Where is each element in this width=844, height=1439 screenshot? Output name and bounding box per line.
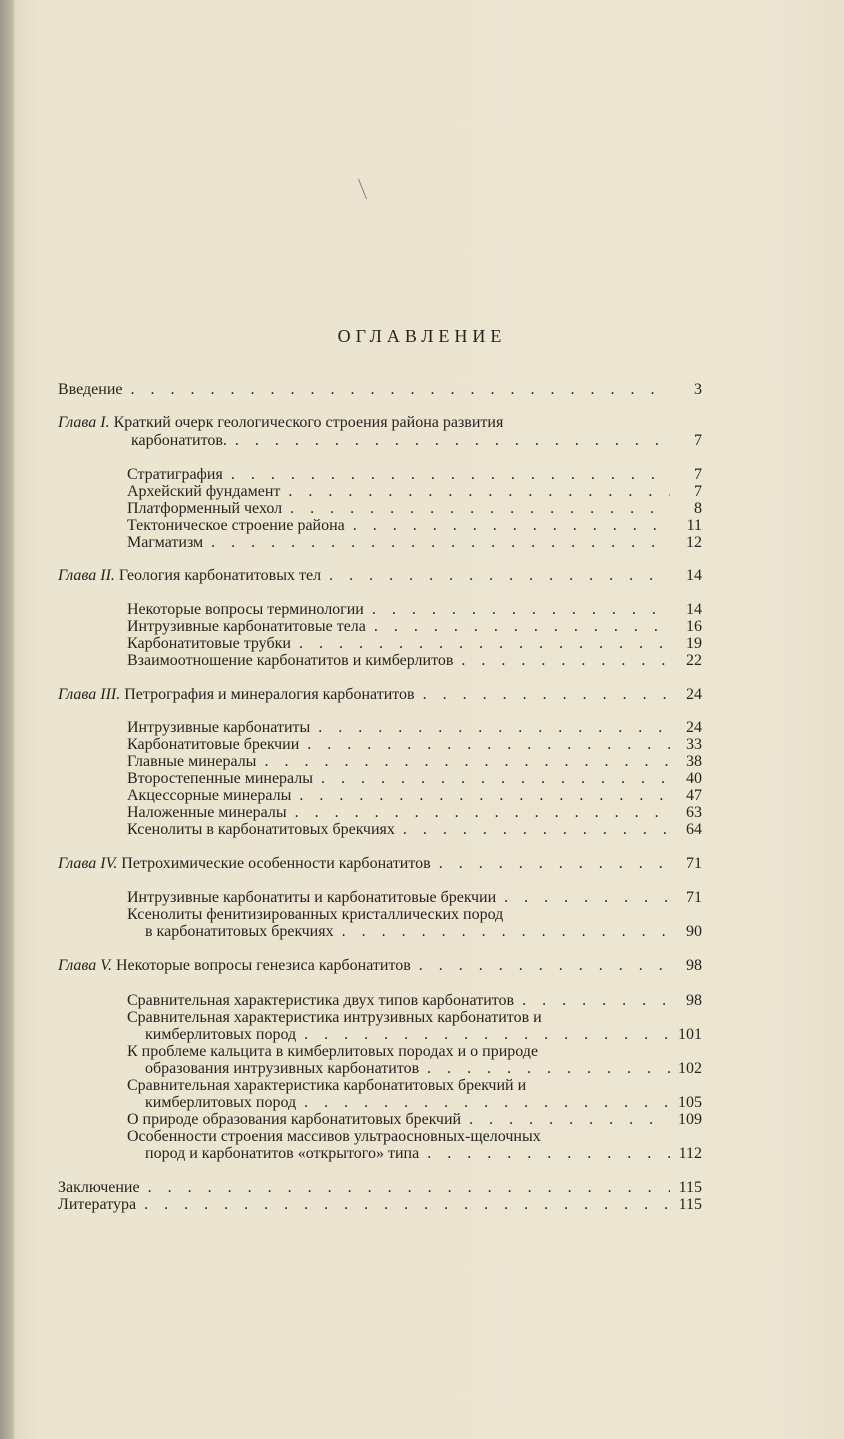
leader-dots bbox=[231, 466, 670, 483]
page-number: 7 bbox=[694, 483, 702, 500]
leader-dots bbox=[321, 770, 670, 787]
toc-entry bbox=[127, 601, 702, 618]
toc-title: ОГЛАВЛЕНИЕ bbox=[337, 326, 507, 346]
entry-title: Архейский фундамент bbox=[127, 483, 281, 500]
leader-dots bbox=[299, 787, 670, 804]
leader-dots bbox=[264, 753, 670, 770]
entry-title: О природе образования карбонатитовых брекчий bbox=[127, 1111, 462, 1128]
leader-dots bbox=[427, 1145, 670, 1162]
chapter-title: Геология карбонатитовых тел bbox=[118, 567, 322, 584]
entry-title: Некоторые вопросы терминологии bbox=[127, 601, 364, 618]
leader-dots bbox=[304, 1094, 670, 1111]
leader-dots bbox=[342, 923, 670, 940]
toc-entry bbox=[127, 992, 702, 1009]
entry-title: образования интрузивных карбонатитов bbox=[145, 1060, 420, 1077]
toc-entry-chapter-4 bbox=[58, 855, 702, 872]
toc-entry bbox=[127, 787, 702, 804]
entry-title: Сравнительная характеристика двух типов карбонатитов bbox=[127, 992, 515, 1009]
page-number: 14 bbox=[686, 601, 702, 618]
page-number: 105 bbox=[678, 1094, 702, 1111]
chapter-label: Глава III. bbox=[58, 686, 121, 703]
toc-entry-line: Особенности строения массивов ультраосновных-щелочных bbox=[127, 1128, 541, 1145]
page-number: 90 bbox=[686, 923, 702, 940]
page-number: 112 bbox=[678, 1145, 702, 1162]
page-number: 98 bbox=[686, 957, 702, 974]
toc-entry-chapter-2 bbox=[58, 567, 702, 584]
page-number: 98 bbox=[686, 992, 702, 1009]
leader-dots bbox=[307, 736, 670, 753]
page-number: 8 bbox=[694, 500, 702, 517]
toc-entry bbox=[145, 1026, 702, 1043]
toc-entry-line: К проблеме кальцита в кимберлитовых породах и о природе bbox=[127, 1043, 539, 1060]
chapter-title: Петрография и минералогия карбонатитов bbox=[124, 686, 415, 703]
entry-title: Интрузивные карбонатиты bbox=[127, 719, 311, 736]
entry-title: Карбонатитовые брекчии bbox=[127, 736, 300, 753]
leader-dots bbox=[290, 500, 670, 517]
page-number: 19 bbox=[686, 635, 702, 652]
toc-entry bbox=[145, 923, 702, 940]
toc-entry bbox=[127, 889, 702, 906]
toc-entry bbox=[145, 1145, 702, 1162]
toc-entry-line: Сравнительная характеристика интрузивных карбонатитов и bbox=[127, 1009, 542, 1026]
toc-entry-literature bbox=[58, 1196, 702, 1213]
leader-dots bbox=[461, 652, 670, 669]
entry-title: Главные минералы bbox=[127, 753, 257, 770]
leader-dots bbox=[235, 432, 670, 449]
chapter-title: Некоторые вопросы генезиса карбонатитов bbox=[115, 957, 411, 974]
toc-entry bbox=[127, 804, 702, 821]
toc-entry-chapter-1 bbox=[131, 432, 702, 449]
entry-title: Магматизм bbox=[127, 534, 204, 551]
page-number: 24 bbox=[686, 686, 702, 703]
leader-dots bbox=[439, 855, 670, 872]
toc-entry bbox=[127, 821, 702, 838]
leader-dots bbox=[148, 1179, 670, 1196]
toc-entry bbox=[127, 1111, 702, 1128]
leader-dots bbox=[131, 381, 671, 398]
toc-entry bbox=[145, 1094, 702, 1111]
page-number: 115 bbox=[678, 1196, 702, 1213]
leader-dots bbox=[423, 686, 670, 703]
leader-dots bbox=[295, 804, 670, 821]
leader-dots bbox=[522, 992, 670, 1009]
toc-entry bbox=[127, 770, 702, 787]
chapter-title: Краткий очерк геологического строения района развития bbox=[113, 414, 504, 431]
entry-title: Карбонатитовые трубки bbox=[127, 635, 291, 652]
page-number: 38 bbox=[686, 753, 702, 770]
toc-entry bbox=[127, 635, 702, 652]
page-number: 11 bbox=[686, 517, 702, 534]
entry-title: Литература bbox=[58, 1196, 137, 1213]
leader-dots bbox=[288, 483, 670, 500]
toc-entry bbox=[127, 736, 702, 753]
page-number: 22 bbox=[686, 652, 702, 669]
toc-entry bbox=[127, 500, 702, 517]
page-number: 102 bbox=[678, 1060, 702, 1077]
toc-entry-chapter-3 bbox=[58, 686, 702, 703]
leader-dots bbox=[353, 517, 670, 534]
leader-dots bbox=[372, 601, 670, 618]
entry-title: Ксенолиты в карбонатитовых брекчиях bbox=[127, 821, 395, 838]
leader-dots bbox=[329, 567, 670, 584]
page-number: 14 bbox=[686, 567, 702, 584]
toc-chapter-1-heading bbox=[58, 414, 503, 431]
entry-title: Платформенный чехол bbox=[127, 500, 283, 517]
entry-title: Интрузивные карбонатитовые тела bbox=[127, 618, 366, 635]
entry-title: пород и карбонатитов «открытого» типа bbox=[145, 1145, 420, 1162]
toc-entry-line: Ксенолиты фенитизированных кристаллических пород bbox=[127, 906, 504, 923]
chapter-label: Глава II. bbox=[58, 567, 115, 584]
leader-dots bbox=[469, 1111, 670, 1128]
page-number: 101 bbox=[678, 1026, 702, 1043]
page-number: 3 bbox=[694, 381, 702, 398]
chapter-label: Глава IV. bbox=[58, 855, 118, 872]
entry-title: Интрузивные карбонатиты и карбонатитовые брекчии bbox=[127, 889, 497, 906]
toc-entry bbox=[127, 719, 702, 736]
leader-dots bbox=[403, 821, 670, 838]
chapter-label: Глава I. bbox=[58, 414, 110, 431]
entry-title: Тектоническое строение района bbox=[127, 517, 345, 534]
chapter-label: Глава V. bbox=[58, 957, 112, 974]
page-number: 47 bbox=[686, 787, 702, 804]
entry-title: кимберлитовых пород bbox=[145, 1026, 297, 1043]
leader-dots bbox=[144, 1196, 670, 1213]
toc-entry bbox=[127, 618, 702, 635]
leader-dots bbox=[427, 1060, 670, 1077]
leader-dots bbox=[304, 1026, 670, 1043]
leader-dots bbox=[299, 635, 670, 652]
page-number: 40 bbox=[686, 770, 702, 787]
toc-entry bbox=[127, 483, 702, 500]
entry-title: кимберлитовых пород bbox=[145, 1094, 297, 1111]
toc-entry bbox=[127, 652, 702, 669]
entry-title: в карбонатитовых брекчиях bbox=[145, 923, 334, 940]
toc-entry-line: Сравнительная характеристика карбонатитовых брекчий и bbox=[127, 1077, 527, 1094]
leader-dots bbox=[504, 889, 670, 906]
page-number: 7 bbox=[694, 432, 702, 449]
leader-dots bbox=[318, 719, 670, 736]
page-number: 115 bbox=[678, 1179, 702, 1196]
entry-title: карбонатитов. bbox=[131, 432, 227, 449]
entry-title: Заключение bbox=[58, 1179, 140, 1196]
entry-title: Наложенные минералы bbox=[127, 804, 287, 821]
page-number: 109 bbox=[678, 1111, 702, 1128]
entry-title: Взаимоотношение карбонатитов и кимберлитов bbox=[127, 652, 454, 669]
entry-title: Стратиграфия bbox=[127, 466, 223, 483]
toc-entry-chapter-5 bbox=[58, 957, 702, 974]
page-number: 71 bbox=[686, 855, 702, 872]
toc-entry bbox=[127, 753, 702, 770]
entry-title: Акцессорные минералы bbox=[127, 787, 292, 804]
page-number: 71 bbox=[686, 889, 702, 906]
leader-dots bbox=[374, 618, 670, 635]
toc-entry-intro bbox=[58, 381, 702, 398]
toc-entry bbox=[127, 517, 702, 534]
page-number: 33 bbox=[686, 736, 702, 753]
page-number: 7 bbox=[694, 466, 702, 483]
toc-entry bbox=[145, 1060, 702, 1077]
page-number: 16 bbox=[686, 618, 702, 635]
leader-dots bbox=[419, 957, 670, 974]
chapter-title: Петрохимические особенности карбонатитов bbox=[121, 855, 431, 872]
toc-entry bbox=[127, 466, 702, 483]
page-number: 24 bbox=[686, 719, 702, 736]
leader-dots bbox=[211, 534, 670, 551]
page-number: 12 bbox=[686, 534, 702, 551]
toc-entry bbox=[127, 534, 702, 551]
entry-title: Второстепенные минералы bbox=[127, 770, 314, 787]
toc-entry-conclusion bbox=[58, 1179, 702, 1196]
page-number: 64 bbox=[686, 821, 702, 838]
page-number: 63 bbox=[686, 804, 702, 821]
entry-title: Введение bbox=[58, 381, 123, 398]
